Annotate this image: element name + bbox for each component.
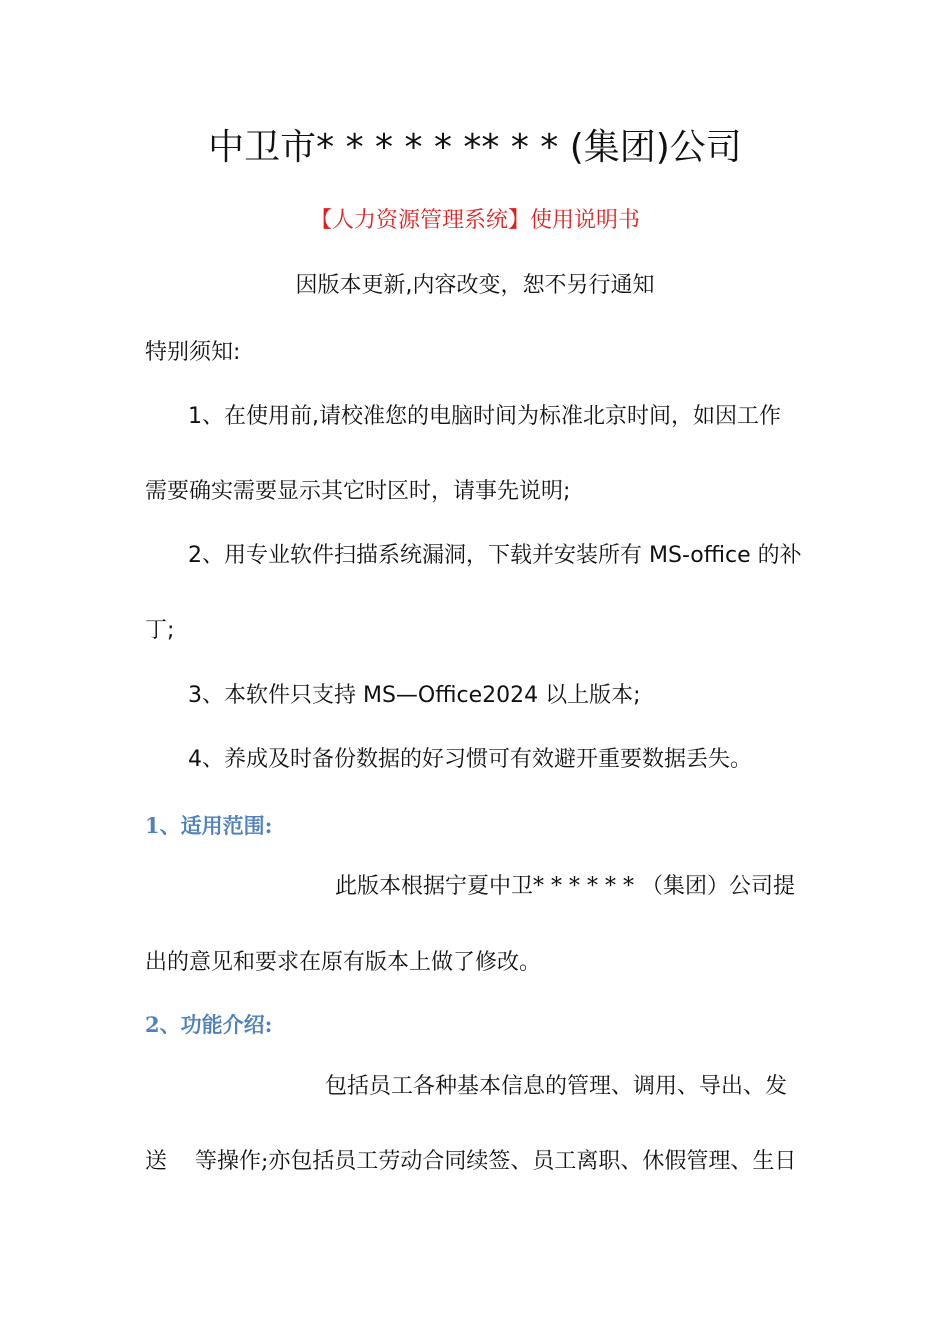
notice-item-1-line-2: 需要确实需要显示其它时区时，请事先说明; xyxy=(145,479,571,504)
special-notice-label: 特别须知: xyxy=(145,340,241,365)
notice-item-1-line-1: 1、在使用前,请校准您的电脑时间为标准北京时间，如因工作 xyxy=(188,404,781,429)
update-notice: 因版本更新,内容改变，恕不另行通知 xyxy=(295,273,655,298)
document-title: 中卫市* * * * * ** * * (集团)公司 xyxy=(208,127,742,168)
notice-item-4: 4、养成及时备份数据的好习惯可有效避开重要数据丢失。 xyxy=(188,747,752,772)
section-1-heading: 1、适用范围: xyxy=(145,813,273,838)
notice-item-2-line-1: 2、用专业软件扫描系统漏洞，下载并安装所有 MS-office 的补 xyxy=(188,543,802,568)
section-2-heading: 2、功能介绍: xyxy=(145,1012,273,1037)
notice-item-3: 3、本软件只支持 MS—Office2024 以上版本; xyxy=(188,683,641,708)
notice-item-2-line-2: 丁; xyxy=(145,618,175,643)
section-1-text-line-1: 此版本根据宁夏中卫* * * * * * （集团）公司提 xyxy=(335,874,795,899)
document-subtitle: 【人力资源管理系统】使用说明书 xyxy=(309,208,640,233)
section-2-text-line-1: 包括员工各种基本信息的管理、调用、导出、发 xyxy=(325,1074,788,1099)
section-1-text-line-2: 出的意见和要求在原有版本上做了修改。 xyxy=(145,950,542,975)
section-2-text-line-2: 送 等操作;亦包括员工劳动合同续签、员工离职、休假管理、生日 xyxy=(145,1149,797,1174)
